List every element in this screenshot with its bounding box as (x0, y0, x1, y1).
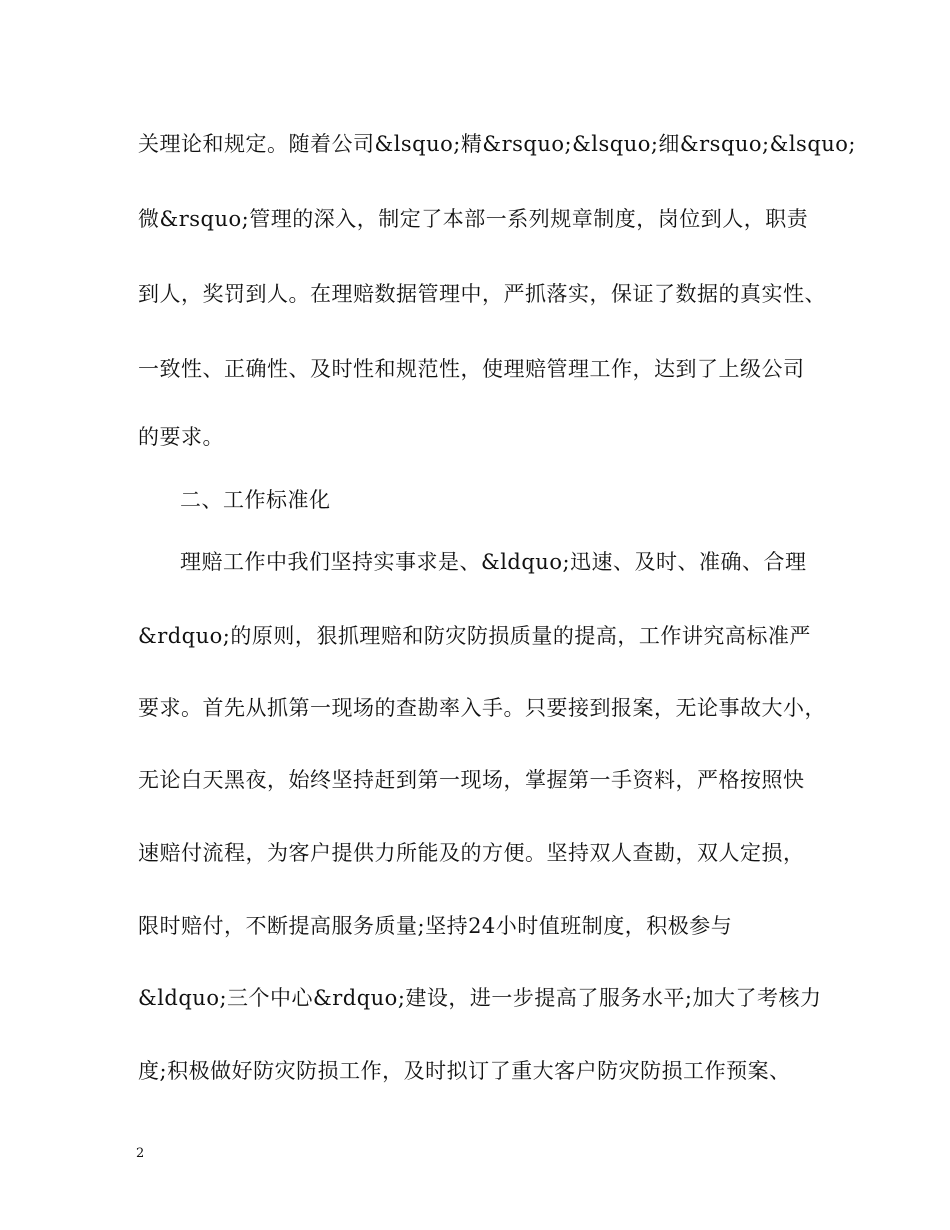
text-line: &rdquo;的原则，狠抓理赔和防灾防损质量的提高，工作讲究高标准严 (138, 624, 811, 648)
text-line: 速赔付流程，为客户提供力所能及的方便。坚持双人查勘，双人定损， (138, 841, 805, 865)
text-line: 关理论和规定。随着公司&lsquo;精&rsquo;&lsquo;细&rsquo;&lsquo; (138, 132, 857, 156)
text-line: 要求。首先从抓第一现场的查勘率入手。只要接到报案，无论事故大小， (138, 696, 826, 720)
page-number: 2 (136, 1146, 145, 1161)
text-line: 微&rsquo;管理的深入，制定了本部一系列规章制度，岗位到人，职责 (138, 207, 809, 231)
text-line: 无论白天黑夜，始终坚持赶到第一现场，掌握第一手资料，严格按照快 (138, 768, 805, 792)
text-line: 的要求。 (138, 425, 224, 449)
text-line: 一致性、正确性、及时性和规范性，使理赔管理工作，达到了上级公司 (138, 357, 805, 381)
text-line: 到人，奖罚到人。在理赔数据管理中，严抓落实，保证了数据的真实性、 (138, 282, 826, 306)
text-line: 限时赔付，不断提高服务质量;坚持24小时值班制度，积极参与 (138, 914, 733, 938)
text-line: 理赔工作中我们坚持实事求是、&ldquo;迅速、及时、准确、合理 (180, 550, 807, 574)
text-line: 度;积极做好防灾防损工作，及时拟订了重大客户防灾防损工作预案、 (138, 1059, 791, 1083)
section-heading: 二、工作标准化 (180, 488, 331, 512)
text-line: &ldquo;三个中心&rdquo;建设，进一步提高了服务水平;加大了考核力 (138, 986, 822, 1010)
